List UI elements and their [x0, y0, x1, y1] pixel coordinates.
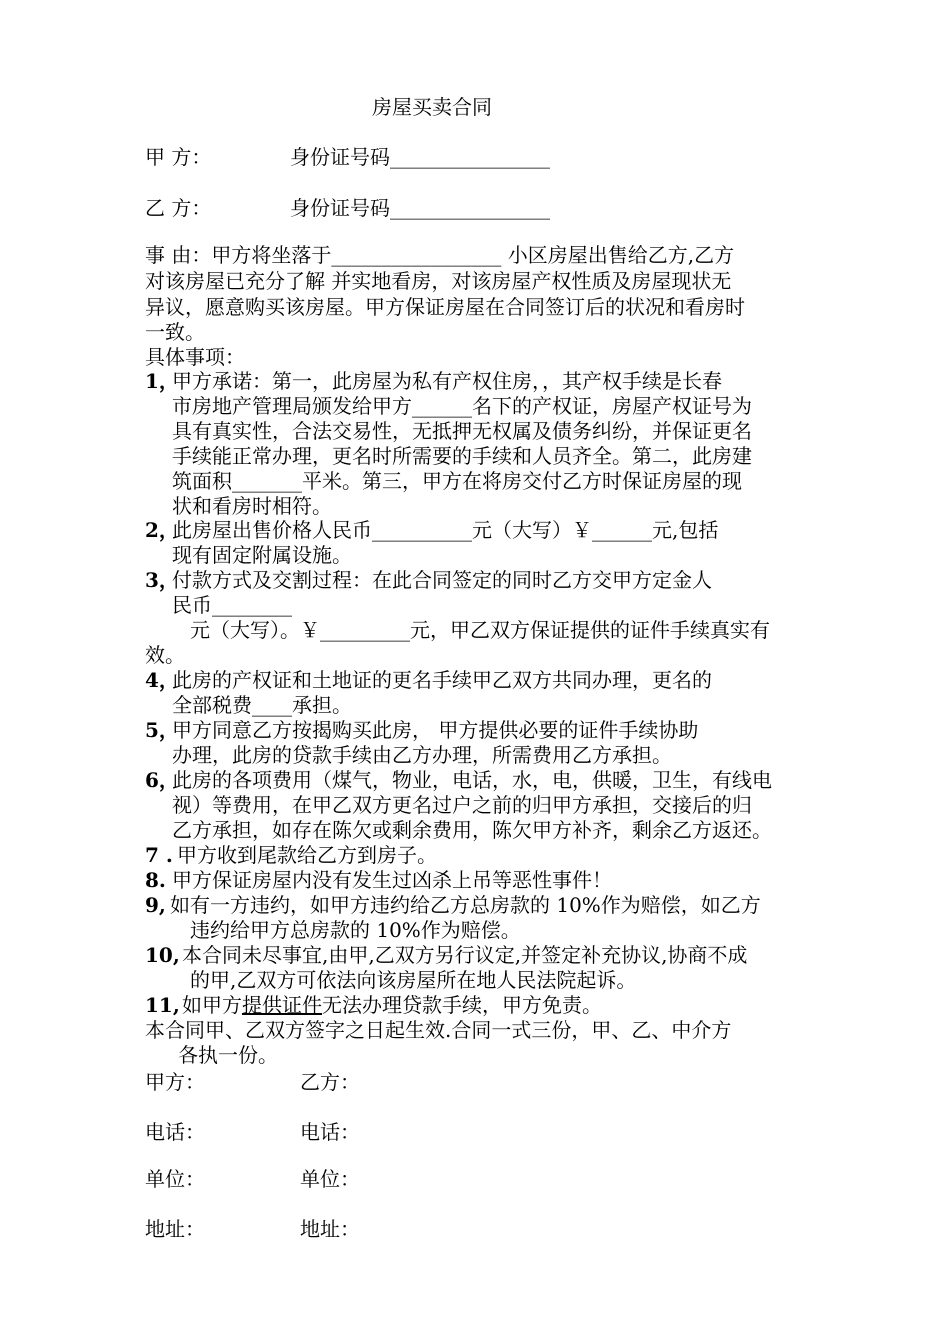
phone-a-label: 电话： — [145, 1120, 205, 1144]
item-line: 现有固定附属设施。 — [172, 543, 352, 567]
unit-a-label: 单位： — [145, 1167, 205, 1191]
reason-line: 对该房屋已充分了解 并实地看房，对该房屋产权性质及房屋现状无 — [145, 269, 732, 293]
item-line: 甲方收到尾款给乙方到房子。 — [177, 843, 437, 867]
item-line: 此房的各项费用（煤气，物业，电话，水，电，供暖，卫生，有线电 — [172, 768, 772, 792]
unit-b-label: 单位： — [300, 1167, 360, 1191]
item-line: 此房的产权证和土地证的更名手续甲乙双方共同办理，更名的 — [172, 668, 712, 692]
item-line: 全部税费____承担。 — [172, 693, 352, 717]
closing-line: 本合同甲、乙双方签字之日起生效.合同一式三份，甲、乙、中介方 — [145, 1018, 732, 1042]
item-number: 11, — [145, 993, 180, 1017]
item-line: 视）等费用，在甲乙双方更名过户之前的归甲方承担，交接后的归 — [172, 793, 752, 817]
party-a-id: 身份证号码________________ — [290, 145, 550, 169]
item-line: 筑面积_______平米。第三，甲方在将房交付乙方时保证房屋的现 — [172, 469, 742, 493]
item-line: 甲方保证房屋内没有发生过凶杀上吊等恶性事件！ — [172, 868, 612, 892]
item-line: 手续能正常办理，更名时所需要的手续和人员齐全。第二，此房建 — [172, 444, 752, 468]
phone-b-label: 电话： — [300, 1120, 360, 1144]
item-line: 此房屋出售价格人民币__________元（大写）￥______元,包括 — [172, 518, 719, 542]
details-heading: 具体事项： — [145, 345, 245, 369]
item-line: 甲方承诺：第一，此房屋为私有产权住房，，其产权手续是长春 — [172, 369, 722, 393]
sign-party-a: 甲方： — [145, 1070, 205, 1094]
item-line: 如有一方违约，如甲方违约给乙方总房款的 10%作为赔偿，如乙方 — [170, 893, 761, 917]
item-number: 5， — [145, 718, 179, 742]
item-line: 违约给甲方总房款的 10%作为赔偿。 — [190, 918, 521, 942]
item-line: 具有真实性，合法交易性，无抵押无权属及债务纠纷，并保证更名 — [172, 419, 752, 443]
item-line: 的甲,乙双方可依法向该房屋所在地人民法院起诉。 — [190, 968, 637, 992]
address-b-label: 地址： — [300, 1217, 360, 1241]
item-number: 10, — [145, 943, 180, 967]
item-text: 如甲方 — [182, 993, 242, 1017]
item-line: 本合同未尽事宜,由甲,乙双方另行议定,并签定补充协议,协商不成 — [182, 943, 748, 967]
item-line: 民币________ — [172, 593, 292, 617]
item-line: 市房地产管理局颁发给甲方______名下的产权证，房屋产权证号为 — [172, 394, 752, 418]
item-number: 9, — [145, 893, 166, 917]
item-line: 付款方式及交割过程：在此合同签定的同时乙方交甲方定金人 — [172, 568, 712, 592]
item-number: 7 . — [145, 843, 173, 867]
item-line — [182, 993, 602, 1017]
item-number: 4， — [145, 668, 179, 692]
item-line: 状和看房时相符。 — [172, 494, 332, 518]
item-line: 办理，此房的贷款手续由乙方办理，所需费用乙方承担。 — [172, 743, 672, 767]
party-b-id: 身份证号码________________ — [290, 196, 550, 220]
item-line: 效。 — [145, 643, 185, 667]
underlined-text: 提供证件 — [242, 993, 322, 1017]
closing-line: 各执一份。 — [178, 1043, 278, 1067]
reason-line: 一致。 — [145, 320, 205, 344]
item-number: 6， — [145, 768, 179, 792]
item-number: 1， — [145, 369, 179, 393]
item-number: 8. — [145, 868, 166, 892]
item-line: 元（大写）。￥_________元，甲乙双方保证提供的证件手续真实有 — [190, 618, 770, 642]
item-number: 2， — [145, 518, 179, 542]
item-line: 甲方同意乙方按揭购买此房， 甲方提供必要的证件手续协助 — [172, 718, 699, 742]
item-number: 3， — [145, 568, 179, 592]
item-text: 无法办理贷款手续，甲方免责。 — [322, 993, 602, 1017]
party-b-label: 乙 方： — [145, 196, 212, 220]
reason-line: 异议，愿意购买该房屋。甲方保证房屋在合同签订后的状况和看房时 — [145, 295, 745, 319]
document-title: 房屋买卖合同 — [372, 95, 492, 119]
item-line: 乙方承担，如存在陈欠或剩余费用，陈欠甲方补齐，剩余乙方返还。 — [172, 818, 772, 842]
address-a-label: 地址： — [145, 1217, 205, 1241]
party-a-label: 甲 方： — [145, 145, 212, 169]
reason-line: 事 由：甲方将坐落于_________________ 小区房屋出售给乙方,乙方 — [145, 243, 735, 267]
sign-party-b: 乙方： — [300, 1070, 360, 1094]
